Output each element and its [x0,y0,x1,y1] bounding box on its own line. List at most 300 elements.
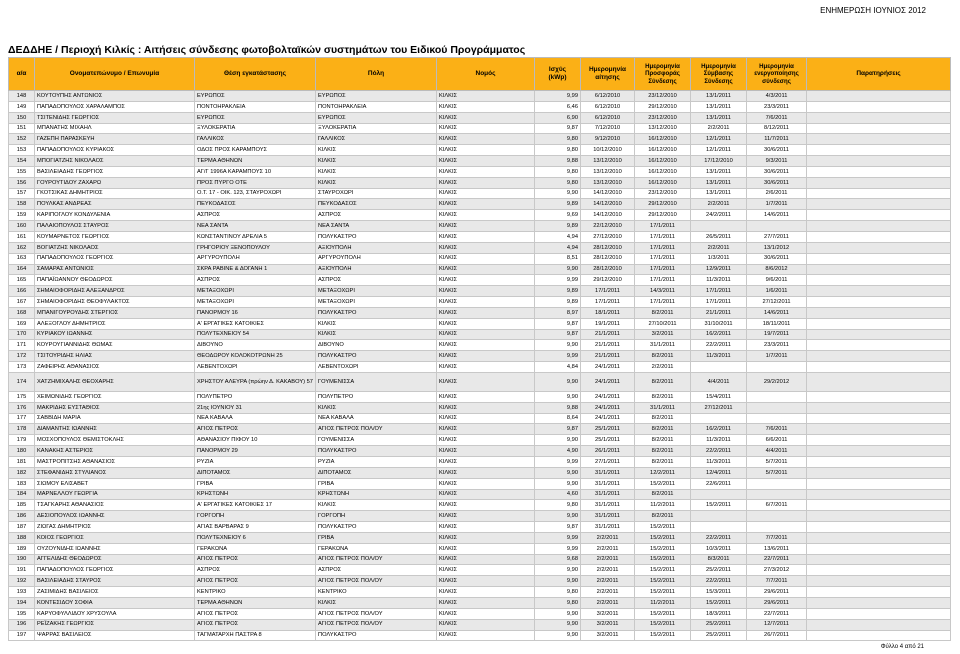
cell-date-activation: 30/6/2011 [747,177,807,188]
cell-power: 9,87 [535,329,581,340]
col-header-prefecture: Νομός [437,58,535,91]
col-header-date-contract-line1: Ημερομηνία [701,62,736,70]
cell-remarks [807,402,951,413]
cell-date-activation: 6/6/2011 [747,435,807,446]
table-row [9,340,951,351]
cell-date-offer: 15/2/2011 [635,630,691,641]
cell-aa: 181 [9,457,35,468]
cell-prefecture: ΚΙΛΚΙΣ [437,264,535,275]
cell-date-application: 27/1/2011 [581,457,635,468]
cell-name: ΣΑΒΒΙΔΗ ΜΑΡΙΑ [35,413,195,424]
cell-name: ΠΑΠΑΔΟΠΟΥΛΟΣ ΓΕΩΡΓΙΟΣ [35,565,195,576]
document-title: ΔΕΔΔΗΕ / Περιοχή Κιλκίς : Αιτήσεις σύνδεσης φωτοβολταϊκών συστημάτων του Ειδικού Προγράμματος [8,44,526,56]
cell-location: ΠΟΛΥΠΕΤΡΟ [195,391,316,402]
cell-remarks [807,275,951,286]
cell-power: 9,90 [535,188,581,199]
cell-date-contract: 17/1/2011 [691,297,747,308]
cell-aa: 149 [9,101,35,112]
cell-aa: 175 [9,391,35,402]
cell-name: ΣΗΜΑΙΟΦΟΡΙΔΗΣ ΘΕΟΦΥΛΑΚΤΟΣ [35,297,195,308]
cell-date-activation: 1/7/2011 [747,199,807,210]
cell-location: ΠΑΝΟΡΜΟΥ 16 [195,307,316,318]
cell-location: ΤΕΡΜΑ ΑΘΗΝΩΝ [195,156,316,167]
col-header-date-contract-line3: Σύνδεσης [704,77,733,85]
cell-aa: 148 [9,91,35,102]
cell-aa: 179 [9,435,35,446]
table-row [9,351,951,362]
cell-date-offer: 16/12/2010 [635,177,691,188]
cell-prefecture: ΚΙΛΚΙΣ [437,511,535,522]
cell-date-contract: 1/3/2011 [691,253,747,264]
cell-aa: 180 [9,446,35,457]
cell-date-application: 2/2/2011 [581,587,635,598]
cell-remarks [807,554,951,565]
cell-date-contract: 31/10/2011 [691,318,747,329]
table-row [9,597,951,608]
cell-date-contract [691,221,747,232]
table-row [9,608,951,619]
cell-date-activation: 7/6/2011 [747,424,807,435]
cell-name: ΚΟΝΤΕΣΙΔΟΥ ΣΟΦΙΑ [35,597,195,608]
cell-name: ΚΟΥΡΟΥΓΙΑΝΝΙΔΗΣ ΘΩΜΑΣ [35,340,195,351]
cell-date-application: 18/1/2011 [581,307,635,318]
cell-date-application: 31/1/2011 [581,522,635,533]
cell-date-offer: 16/12/2010 [635,145,691,156]
cell-power: 9,90 [535,478,581,489]
cell-prefecture: ΚΙΛΚΙΣ [437,242,535,253]
cell-power: 9,90 [535,340,581,351]
cell-date-activation: 27/3/2012 [747,565,807,576]
cell-prefecture: ΚΙΛΚΙΣ [437,424,535,435]
cell-date-activation: 29/2/2012 [747,372,807,391]
cell-date-activation: 4/4/2011 [747,446,807,457]
cell-city: ΝΕΑ ΚΑΒΑΛΑ [316,413,437,424]
cell-name: ΚΟΥΜΑΡΝΕΤΟΣ ΓΕΩΡΓΙΟΣ [35,231,195,242]
cell-name: ΓΟΥΡΟΥΤΙΔΟΥ ΖΑΧΑΡΩ [35,177,195,188]
cell-city: ΚΙΛΚΙΣ [316,318,437,329]
table-row [9,619,951,630]
col-header-date-activation [747,58,807,91]
cell-date-application: 25/1/2011 [581,435,635,446]
cell-date-offer: 17/1/2011 [635,242,691,253]
cell-location: ΑΡΓΥΡΟΥΠΟΛΗ [195,253,316,264]
cell-location: ΓΟΡΓΟΠΗ [195,511,316,522]
cell-location: ΑΣΠΡΟΣ [195,275,316,286]
cell-remarks [807,446,951,457]
col-header-power-line1: Ισχύς [548,66,567,73]
cell-power: 9,90 [535,630,581,641]
cell-date-contract: 27/12/2011 [691,402,747,413]
cell-date-activation: 23/3/2011 [747,101,807,112]
cell-date-activation [747,478,807,489]
cell-location: ΑΓΙΟΣ ΠΕΤΡΟΣ [195,554,316,565]
cell-date-activation: 8/6/2012 [747,264,807,275]
cell-location: ΑΓΙΟΣ ΠΕΤΡΟΣ [195,608,316,619]
cell-date-contract: 15/2/2011 [691,500,747,511]
cell-location: ΟΔΟΣ ΠΡΟΣ ΚΑΡΑΜΠΟΥΣ [195,145,316,156]
table-row [9,511,951,522]
cell-date-application: 2/2/2011 [581,597,635,608]
table-row [9,576,951,587]
cell-location: ΠΟΛΥΤΕΧΝΕΙΟΥ 54 [195,329,316,340]
cell-city: ΚΙΛΚΙΣ [316,156,437,167]
cell-date-activation: 5/7/2011 [747,467,807,478]
cell-remarks [807,543,951,554]
cell-aa: 159 [9,210,35,221]
cell-prefecture: ΚΙΛΚΙΣ [437,576,535,587]
cell-date-contract [691,362,747,373]
cell-aa: 186 [9,511,35,522]
cell-aa: 185 [9,500,35,511]
cell-location: ΑΓΙΟΣ ΠΕΤΡΟΣ [195,424,316,435]
cell-location: ΛΕΒΕΝΤΟΧΩΡΙ [195,362,316,373]
cell-remarks [807,391,951,402]
cell-power: 9,87 [535,424,581,435]
cell-location: ΤΑΓΜΑΤΑΡΧΗ ΠΑΣΤΡΑ 8 [195,630,316,641]
cell-power: 9,88 [535,156,581,167]
cell-remarks [807,522,951,533]
cell-name: ΜΑΡΝΕΛΛΟΥ ΓΕΩΡΓΙΑ [35,489,195,500]
cell-name: ΠΑΠΑΔΟΠΟΥΛΟΣ ΓΕΩΡΓΙΟΣ [35,253,195,264]
cell-prefecture: ΚΙΛΚΙΣ [437,221,535,232]
cell-date-application: 26/1/2011 [581,446,635,457]
cell-date-application: 24/1/2011 [581,372,635,391]
cell-remarks [807,297,951,308]
cell-location: ΓΑΛΛΙΚΟΣ [195,134,316,145]
cell-power: 9,90 [535,467,581,478]
cell-date-contract: 22/2/2011 [691,532,747,543]
table-row [9,253,951,264]
cell-name: ΜΑΣΤΡΟΠΙΤΣΗΣ ΑΘΑΝΑΣΙΟΣ [35,457,195,468]
cell-date-activation: 7/7/2011 [747,532,807,543]
cell-power: 9,90 [535,619,581,630]
cell-aa: 172 [9,351,35,362]
col-header-date-application [581,58,635,91]
cell-aa: 188 [9,532,35,543]
cell-date-activation [747,511,807,522]
cell-date-application: 14/12/2010 [581,199,635,210]
cell-power: 9,80 [535,134,581,145]
table-row [9,264,951,275]
cell-name: ΖΑΣΙΜΙΔΗΣ ΒΑΣΙΛΕΙΟΣ [35,587,195,598]
cell-date-activation: 22/7/2011 [747,554,807,565]
cell-prefecture: ΚΙΛΚΙΣ [437,446,535,457]
cell-date-activation: 29/6/2011 [747,597,807,608]
cell-date-application: 14/12/2010 [581,188,635,199]
cell-location: ΑΓ/Γ 1996Α ΚΑΡΑΜΠΟΥΣ 10 [195,166,316,177]
cell-name: ΠΑΛΑΙΟΠΟΥΛΟΣ ΣΤΑΥΡΟΣ [35,221,195,232]
cell-aa: 150 [9,112,35,123]
cell-date-activation: 9/3/2011 [747,156,807,167]
table-row [9,478,951,489]
cell-aa: 182 [9,467,35,478]
cell-date-application: 22/12/2010 [581,221,635,232]
cell-date-application: 17/1/2011 [581,286,635,297]
cell-prefecture: ΚΙΛΚΙΣ [437,210,535,221]
cell-date-activation: 1/6/2011 [747,286,807,297]
cell-power: 9,90 [535,608,581,619]
cell-remarks [807,286,951,297]
cell-prefecture: ΚΙΛΚΙΣ [437,587,535,598]
cell-date-contract: 8/3/2011 [691,554,747,565]
cell-aa: 160 [9,221,35,232]
cell-aa: 155 [9,166,35,177]
cell-remarks [807,242,951,253]
cell-date-activation: 23/3/2011 [747,340,807,351]
cell-remarks [807,372,951,391]
cell-date-offer: 8/2/2011 [635,435,691,446]
cell-date-offer: 2/2/2011 [635,362,691,373]
cell-remarks [807,199,951,210]
cell-remarks [807,467,951,478]
cell-power: 9,99 [535,91,581,102]
col-header-date-offer-line2: Προσφοράς [645,70,680,78]
cell-name: ΑΛΕΞΟΓΛΟΥ ΔΗΜΗΤΡΙΟΣ [35,318,195,329]
table-row [9,188,951,199]
cell-prefecture: ΚΙΛΚΙΣ [437,489,535,500]
cell-prefecture: ΚΙΛΚΙΣ [437,156,535,167]
cell-aa: 184 [9,489,35,500]
cell-date-offer: 11/2/2011 [635,597,691,608]
cell-prefecture: ΚΙΛΚΙΣ [437,402,535,413]
table-row [9,522,951,533]
table-row [9,210,951,221]
cell-power: 9,88 [535,402,581,413]
cell-date-activation: 26/7/2011 [747,630,807,641]
cell-name: ΣΙΩΜΟΥ ΕΛΙΣΑΒΕΤ [35,478,195,489]
table-row [9,413,951,424]
cell-date-offer: 29/12/2010 [635,210,691,221]
cell-date-activation [747,362,807,373]
cell-city: ΑΓΙΟΣ ΠΕΤΡΟΣ ΠΟΛ/ΟΥ [316,424,437,435]
cell-prefecture: ΚΙΛΚΙΣ [437,318,535,329]
cell-date-application: 3/2/2011 [581,608,635,619]
cell-date-contract: 25/2/2011 [691,619,747,630]
cell-date-activation: 4/3/2011 [747,91,807,102]
cell-power: 4,94 [535,242,581,253]
cell-date-application: 2/2/2011 [581,532,635,543]
cell-location: ΕΥΡΩΠΟΣ [195,112,316,123]
cell-remarks [807,253,951,264]
cell-power: 4,94 [535,231,581,242]
cell-date-contract: 26/5/2011 [691,231,747,242]
cell-power: 9,87 [535,522,581,533]
cell-prefecture: ΚΙΛΚΙΣ [437,340,535,351]
cell-date-contract: 13/1/2011 [691,166,747,177]
cell-city: ΡΥΖΙΑ [316,457,437,468]
cell-prefecture: ΚΙΛΚΙΣ [437,199,535,210]
cell-power: 9,99 [535,532,581,543]
cell-power: 9,99 [535,275,581,286]
cell-location: ΑΓΙΟΣ ΠΕΤΡΟΣ [195,576,316,587]
cell-prefecture: ΚΙΛΚΙΣ [437,231,535,242]
cell-aa: 191 [9,565,35,576]
cell-name: ΚΑΝΑΚΗΣ ΑΣΤΕΡΙΟΣ [35,446,195,457]
cell-power: 9,90 [535,435,581,446]
cell-date-contract: 12/1/2011 [691,145,747,156]
cell-date-activation [747,391,807,402]
cell-name: ΠΑΠΑΔΟΠΟΥΛΟΣ ΧΑΡΑΛΑΜΠΟΣ [35,101,195,112]
col-header-date-application-line2: αίτησης [595,74,620,81]
cell-date-activation [747,413,807,424]
cell-power: 8,51 [535,253,581,264]
cell-date-application: 2/2/2011 [581,565,635,576]
cell-aa: 156 [9,177,35,188]
cell-location: ΠΕΥΚΟΔΑΣΟΣ [195,199,316,210]
cell-remarks [807,565,951,576]
cell-prefecture: ΚΙΛΚΙΣ [437,297,535,308]
cell-date-application: 13/12/2010 [581,166,635,177]
cell-remarks [807,489,951,500]
cell-date-activation: 13/6/2011 [747,543,807,554]
cell-location: ΠΑΝΟΡΜΟΥ 29 [195,446,316,457]
cell-prefecture: ΚΙΛΚΙΣ [437,597,535,608]
cell-date-contract: 12/1/2011 [691,134,747,145]
col-header-date-contract-line2: Σύμβασης [703,70,734,78]
cell-prefecture: ΚΙΛΚΙΣ [437,532,535,543]
table-row [9,500,951,511]
cell-date-application: 17/1/2011 [581,297,635,308]
cell-date-contract: 16/2/2011 [691,329,747,340]
cell-date-activation: 30/6/2011 [747,145,807,156]
cell-city: ΔΙΠΟΤΑΜΟΣ [316,467,437,478]
cell-date-offer: 8/2/2011 [635,489,691,500]
cell-location: ΝΕΑ ΚΑΒΑΛΑ [195,413,316,424]
cell-city: ΑΓΙΟΣ ΠΕΤΡΟΣ ΠΟΛ/ΟΥ [316,608,437,619]
cell-date-contract: 15/4/2011 [691,391,747,402]
cell-remarks [807,91,951,102]
col-header-date-application-line1: Ημερομηνία [588,66,627,73]
cell-aa: 167 [9,297,35,308]
cell-date-application: 6/12/2010 [581,91,635,102]
cell-aa: 187 [9,522,35,533]
cell-remarks [807,457,951,468]
cell-date-offer: 15/2/2011 [635,522,691,533]
cell-date-contract: 13/1/2011 [691,188,747,199]
cell-prefecture: ΚΙΛΚΙΣ [437,467,535,478]
table-row [9,372,951,391]
cell-aa: 162 [9,242,35,253]
col-header-power-line2: (kWp) [548,74,567,81]
cell-remarks [807,619,951,630]
cell-date-contract: 13/1/2011 [691,112,747,123]
cell-date-contract: 10/3/2011 [691,543,747,554]
cell-date-activation: 2/6/2011 [747,188,807,199]
cell-date-offer: 16/12/2010 [635,166,691,177]
cell-date-application: 21/1/2011 [581,351,635,362]
cell-date-offer: 3/2/2011 [635,329,691,340]
cell-date-application: 28/12/2010 [581,264,635,275]
cell-power: 9,90 [535,576,581,587]
cell-power: 9,89 [535,297,581,308]
cell-date-offer: 15/2/2011 [635,608,691,619]
cell-aa: 164 [9,264,35,275]
cell-date-contract: 15/2/2011 [691,597,747,608]
cell-date-activation: 7/7/2011 [747,576,807,587]
cell-power: 9,80 [535,587,581,598]
cell-aa: 163 [9,253,35,264]
cell-date-contract [691,489,747,500]
cell-date-contract: 13/1/2011 [691,177,747,188]
cell-name: ΟΥΖΟΥΝΙΔΗΣ ΙΩΑΝΝΗΣ [35,543,195,554]
cell-aa: 194 [9,597,35,608]
cell-power: 9,87 [535,318,581,329]
cell-location: ΑΘΑΝΑΣΙΟΥ ΠΙΦΟΥ 10 [195,435,316,446]
cell-remarks [807,532,951,543]
cell-name: ΣΑΜΑΡΑΣ ΑΝΤΩΝΙΟΣ [35,264,195,275]
cell-name: ΣΗΜΑΙΟΦΟΡΙΔΗΣ ΑΛΕΞΑΝΔΡΟΣ [35,286,195,297]
cell-name: ΠΑΠΑΔΟΠΟΥΛΟΣ ΚΥΡΙΑΚΟΣ [35,145,195,156]
cell-date-contract: 22/6/2011 [691,478,747,489]
cell-city: ΚΙΛΚΙΣ [316,329,437,340]
table-row [9,435,951,446]
cell-date-contract: 2/2/2011 [691,123,747,134]
table-row [9,391,951,402]
cell-name: ΜΠΟΓΙΑΤΖΗΣ ΝΙΚΟΛΑΟΣ [35,156,195,167]
cell-date-application: 14/12/2010 [581,210,635,221]
cell-remarks [807,264,951,275]
cell-date-offer: 17/1/2011 [635,231,691,242]
cell-prefecture: ΚΙΛΚΙΣ [437,391,535,402]
cell-location: ΚΩΝΣΤΑΝΤΙΝΟΥ ΔΡΕΛΙΑ 5 [195,231,316,242]
cell-aa: 183 [9,478,35,489]
cell-remarks [807,587,951,598]
cell-power: 9,89 [535,199,581,210]
cell-aa: 178 [9,424,35,435]
cell-remarks [807,221,951,232]
cell-location: ΣΚΡΑ ΡΑΒΙΝΕ & ΔΟΓΑΝΗ 1 [195,264,316,275]
cell-name: ΓΚΟΤΣΙΚΑΣ ΔΗΜΗΤΡΙΟΣ [35,188,195,199]
cell-aa: 192 [9,576,35,587]
cell-location: ΓΡΙΒΑ [195,478,316,489]
cell-date-application: 31/1/2011 [581,511,635,522]
cell-date-offer: 17/1/2011 [635,253,691,264]
cell-date-activation: 11/7/2011 [747,134,807,145]
cell-city: ΠΟΛΥΚΑΣΤΡΟ [316,231,437,242]
cell-name: ΠΟΥΛΚΑΣ ΑΝΔΡΕΑΣ [35,199,195,210]
cell-date-application: 2/2/2011 [581,543,635,554]
cell-date-application: 3/2/2011 [581,630,635,641]
cell-remarks [807,101,951,112]
update-date-label: ΕΝΗΜΕΡΩΣΗ ΙΟΥΝΙΟΣ 2012 [820,6,926,15]
cell-remarks [807,424,951,435]
cell-remarks [807,362,951,373]
cell-date-contract [691,522,747,533]
cell-city: ΑΣΠΡΟΣ [316,275,437,286]
cell-city: ΝΕΑ ΣΑΝΤΑ [316,221,437,232]
cell-power: 4,90 [535,446,581,457]
cell-prefecture: ΚΙΛΚΙΣ [437,435,535,446]
cell-date-activation: 27/12/2011 [747,297,807,308]
cell-prefecture: ΚΙΛΚΙΣ [437,253,535,264]
cell-date-contract: 22/2/2011 [691,340,747,351]
cell-prefecture: ΚΙΛΚΙΣ [437,91,535,102]
cell-prefecture: ΚΙΛΚΙΣ [437,286,535,297]
cell-remarks [807,123,951,134]
col-header-date-offer [635,58,691,91]
cell-date-application: 24/1/2011 [581,391,635,402]
cell-date-contract: 24/2/2011 [691,210,747,221]
cell-date-offer: 8/2/2011 [635,424,691,435]
cell-city: ΠΟΛΥΚΑΣΤΡΟ [316,446,437,457]
table-row [9,307,951,318]
cell-city: ΠΟΝΤΟΗΡΑΚΛΕΙΑ [316,101,437,112]
cell-name: ΖΑΦΕΙΡΗΣ ΑΘΑΝΑΣΙΟΣ [35,362,195,373]
cell-date-activation [747,489,807,500]
cell-remarks [807,210,951,221]
cell-date-offer: 29/12/2010 [635,101,691,112]
cell-remarks [807,511,951,522]
